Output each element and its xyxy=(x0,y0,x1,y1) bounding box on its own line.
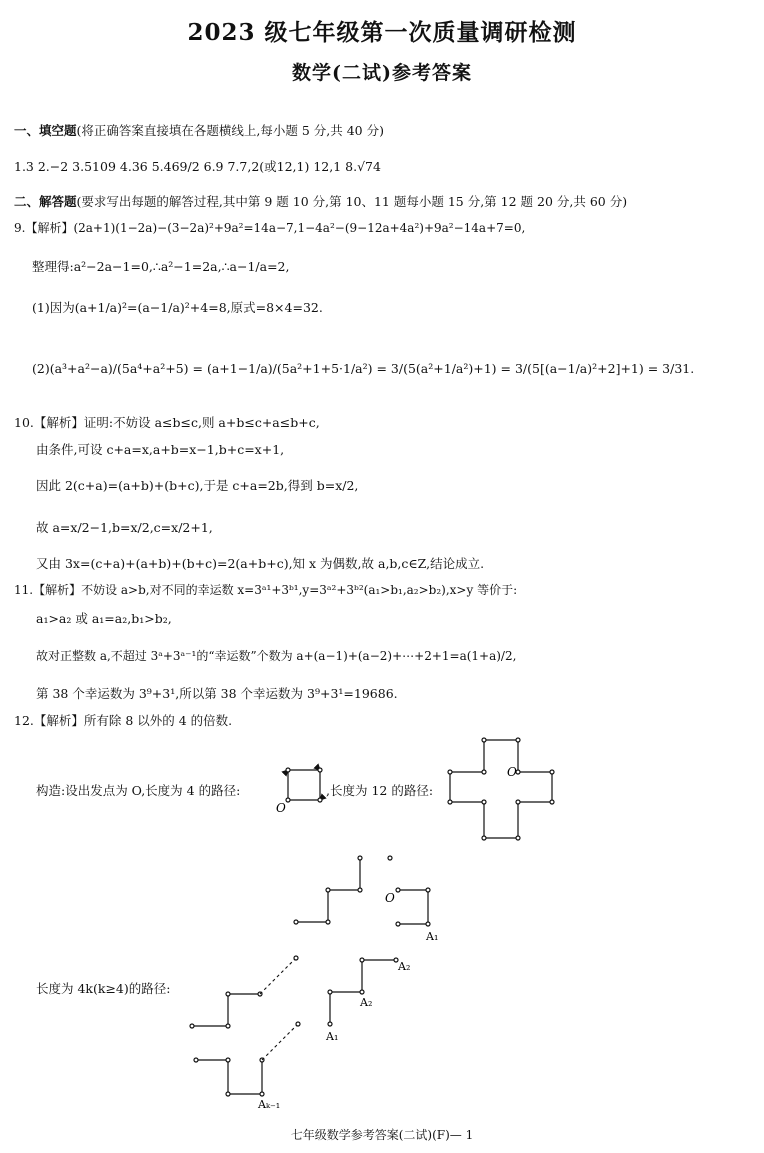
square-path-diagram xyxy=(286,768,322,802)
q10-line4: 故 a=x/2−1,b=x/2,c=x/2+1, xyxy=(36,520,213,535)
page-subtitle: 数学(二试)参考答案 xyxy=(292,62,472,84)
q12-construct-a: 构造:设出发点为 O,长度为 4 的路径: xyxy=(36,783,241,798)
label-O-cross: O xyxy=(507,765,517,779)
cross-path-diagram xyxy=(448,738,554,840)
q11-line3: 故对正整数 a,不超过 3ᵃ+3ᵃ⁻¹的“幸运数”个数为 a+(a−1)+(a−2)+⋯+2+1=a(1+a)/2, xyxy=(36,649,517,663)
q12-line1: 12.【解析】所有除 8 以外的 4 的倍数. xyxy=(14,713,233,728)
label-A1-top: A₁ xyxy=(426,930,439,943)
q10-line2: 由条件,可设 c+a=x,a+b=x−1,b+c=x+1, xyxy=(36,442,285,457)
q11-line2: a₁>a₂ 或 a₁=a₂,b₁>b₂, xyxy=(36,611,172,626)
q9-line4: (2)(a³+a²−a)/(5a⁴+a²+5) = (a+1−1/a)/(5a²+1+5·1/a²) = 3/(5(a²+1/a²)+1) = 3/(5[(a−1/a)²+2]+1) = 3/31. xyxy=(32,361,695,376)
q9-line1: 9.【解析】(2a+1)(1−2a)−(3−2a)²+9a²=14a−7,1−4a²−(9−12a+4a²)+9a²−14a+7=0, xyxy=(14,221,526,235)
page-title: 2023 级七年级第一次质量调研检测 xyxy=(187,19,577,46)
label-A2-right: A₂ xyxy=(398,960,411,973)
section1-answers: 1.3 2.−2 3.5109 4.36 5.469/2 6.9 7.7,2(或12,1) 12,1 8.√74 xyxy=(14,159,381,174)
q10-line5: 又由 3x=(c+a)+(a+b)+(b+c)=2(a+b+c),知 x 为偶数,故 a,b,c∈Z,结论成立. xyxy=(36,556,485,571)
section1-heading: 一、填空题 xyxy=(14,123,77,138)
section1-note: (将正确答案直接填在各题横线上,每小题 5 分,共 40 分) xyxy=(76,123,384,138)
label-Ak1: Aₖ₋₁ xyxy=(258,1098,281,1111)
label-O-stair: O xyxy=(385,891,395,905)
q12-construct-b: ,长度为 12 的路径: xyxy=(326,783,434,798)
q11-line4: 第 38 个幸运数为 3⁹+3¹,所以第 38 个幸运数为 3⁹+3¹=19686. xyxy=(36,686,398,701)
label-A1-mid: A₁ xyxy=(326,1030,339,1043)
q12-construct-c: 长度为 4k(k≥4)的路径: xyxy=(36,981,171,996)
label-O-square: O xyxy=(276,801,286,815)
dot-lower-gap xyxy=(296,1022,300,1026)
q9-line2: 整理得:a²−2a−1=0,∴a²−1=2a,∴a−1/a=2, xyxy=(32,259,290,274)
dashed-connectors xyxy=(260,958,298,1060)
section2-heading: 二、解答题 xyxy=(14,194,77,209)
q9-line3: (1)因为(a+1/a)²=(a−1/a)²+4=8,原式=8×4=32. xyxy=(32,300,323,315)
label-A2-mid: A₂ xyxy=(360,996,373,1009)
q10-line3: 因此 2(c+a)=(a+b)+(b+c),于是 c+a=2b,得到 b=x/2, xyxy=(36,478,359,493)
page-footer: 七年级数学参考答案(二试)(F)— 1 xyxy=(290,1128,474,1142)
q10-line1: 10.【解析】证明:不妨设 a≤b≤c,则 a+b≤c+a≤b+c, xyxy=(14,415,320,430)
section2-note: (要求写出每题的解答过程,其中第 9 题 10 分,第 10、11 题每小题 15 分,第 12 题 20 分,共 60 分) xyxy=(76,194,628,209)
dot-upper-gap xyxy=(294,956,298,960)
q11-line1: 11.【解析】不妨设 a>b,对不同的幸运数 x=3ᵃ¹+3ᵇ¹,y=3ᵃ²+3ᵇ²(a₁>b₁,a₂>b₂),x>y 等价于: xyxy=(14,583,518,597)
